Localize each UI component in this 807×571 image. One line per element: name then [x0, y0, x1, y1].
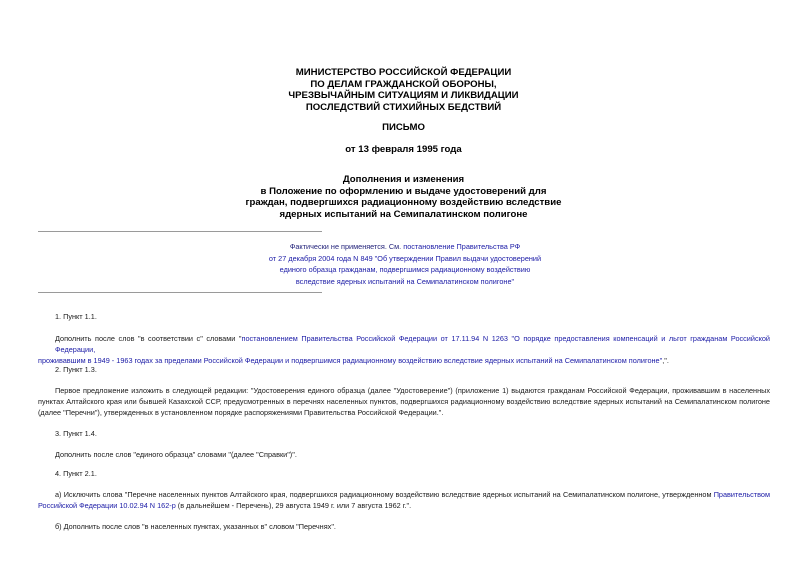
- paragraph-line: [38, 355, 770, 366]
- status-note-link[interactable]: вследствие ядерных испытаний на Семипалатинском полигоне": [295, 276, 515, 286]
- order-link[interactable]: Правительством: [713, 490, 770, 499]
- paragraph-line: [38, 333, 770, 355]
- authority-line: МИНИСТЕРСТВО РОССИЙСКОЙ ФЕДЕРАЦИИ: [295, 67, 512, 78]
- order-link[interactable]: Российской Федерации 10.02.94 N 162-р: [38, 501, 176, 511]
- title-line: ядерных испытаний на Семипалатинском полигоне: [279, 208, 528, 220]
- paragraph-text: а) Исключить слова "Перечне населенных пунктов Алтайского края, подвергшихся радиационному воздействию вследствие ядерных испытаний на Семипалатинском полигоне, утвержденном: [55, 490, 712, 499]
- item-heading: 4. Пункт 2.1.: [55, 469, 97, 478]
- authority-line: ЧРЕЗВЫЧАЙНЫМ СИТУАЦИЯМ И ЛИКВИДАЦИИ: [288, 90, 519, 102]
- document-title: [180, 174, 627, 220]
- issuing-authority: [180, 67, 627, 113]
- status-note-line: [240, 241, 570, 253]
- title-line: граждан, подвергшихся радиационному воздействию вследствие: [245, 197, 562, 209]
- item-paragraph: б) Дополнить после слов "в населенных пунктах, указанных в" словом "Перечнях".: [55, 522, 336, 531]
- paragraph-line: (далее "Перечни"), утвержденных в установленном порядке распоряжениями Правительства Российской Федерации.".: [38, 408, 444, 418]
- paragraph-line: пунктах Алтайского края или бывшей Казахской ССР, предусмотренных в перечнях населенных пунктов, подвергшихся радиационному воздействию вследствие ядерных испытаний на Семипалатинском полигоне: [38, 397, 770, 407]
- status-note-link[interactable]: постановление Правительства РФ: [403, 242, 521, 251]
- note-bottom-divider: [38, 292, 322, 293]
- authority-line: ПО ДЕЛАМ ГРАЖДАНСКОЙ ОБОРОНЫ,: [310, 78, 497, 90]
- note-top-divider: [38, 231, 322, 232]
- item-paragraph: Дополнить после слов "единого образца" словами "(далее "Справки")".: [55, 450, 297, 459]
- paragraph-line: [38, 489, 770, 500]
- item-paragraph: [38, 489, 770, 511]
- paragraph-line: [38, 500, 770, 511]
- paragraph-line: Первое предложение изложить в следующей редакции: "Удостоверения единого образца (далее "Удостоверение") (приложение 1) выдаются гражданам Российской Федерации, проживавшим в населенных: [55, 386, 770, 395]
- paragraph-text: (в дальнейшем - Перечень), 29 августа 1949 г. или 7 августа 1962 г.".: [175, 501, 412, 511]
- item-paragraph: [38, 333, 770, 367]
- item-heading: 1. Пункт 1.1.: [55, 312, 97, 321]
- item-heading: 2. Пункт 1.3.: [55, 365, 97, 374]
- status-note-link[interactable]: единого образца гражданам, подвергшимся радиационному воздействию: [279, 265, 531, 274]
- authority-line: ПОСЛЕДСТВИЙ СТИХИЙНЫХ БЕДСТВИЙ: [305, 101, 502, 113]
- status-note-prefix: Фактически не применяется. См.: [289, 242, 404, 251]
- resolution-link[interactable]: постановлением Правительства Российской Федерации от 17.11.94 N 1263 "О порядке предоставления компенсаций и льгот гражданам Российской Федерации,: [55, 334, 771, 355]
- paragraph-text: Дополнить после слов "в соответствии с" словами ": [55, 334, 242, 343]
- title-line: в Положение по оформлению и выдаче удостоверений для: [260, 185, 547, 197]
- item-paragraph: [38, 385, 770, 419]
- resolution-link[interactable]: проживавшим в 1949 - 1963 годах за пределами Российской Федерации и подвергшимся радиационному воздействию вследствие ядерных испытаний на Семипалатинском полигоне": [38, 356, 663, 366]
- document-date: от 13 февраля 1995 года: [345, 144, 462, 155]
- status-note: [240, 241, 570, 287]
- title-line: Дополнения и изменения: [342, 174, 465, 185]
- document-type: ПИСЬМО: [382, 122, 425, 133]
- paragraph-text: ,".: [662, 356, 669, 366]
- status-note-link[interactable]: от 27 декабря 2004 года N 849 "Об утверждении Правил выдачи удостоверений: [268, 253, 542, 263]
- item-heading: 3. Пункт 1.4.: [55, 429, 97, 438]
